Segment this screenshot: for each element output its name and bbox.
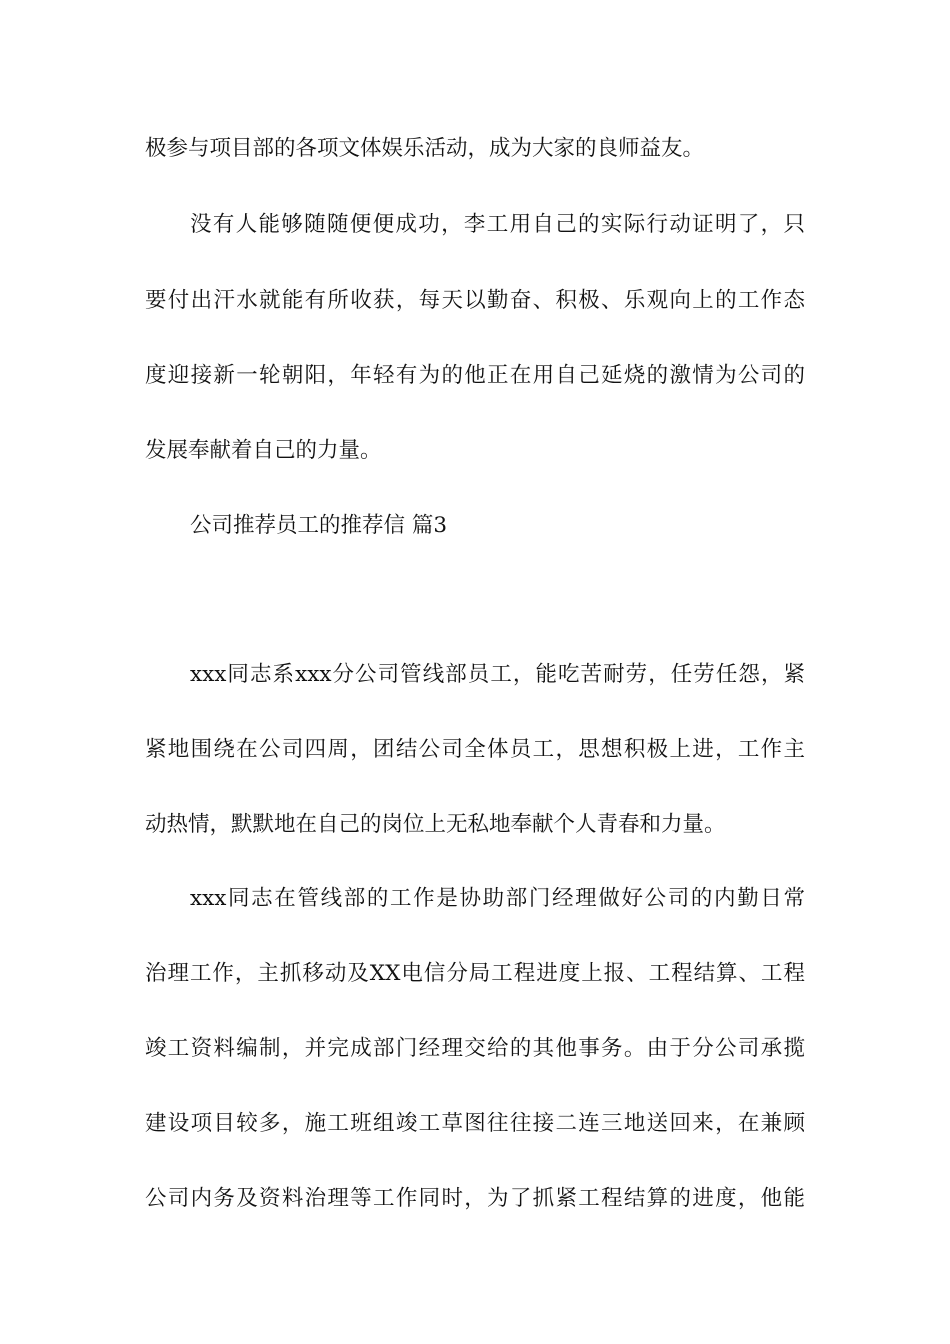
paragraph-4-line-1: xxx同志在管线部的工作是协助部门经理做好公司的内勤日常 <box>190 886 805 911</box>
section-heading: 公司推荐员工的推荐信 篇3 <box>190 513 448 538</box>
paragraph-4-line-2: 治理工作，主抓移动及XX电信分局工程进度上报、工程结算、工程 <box>145 961 805 986</box>
paragraph-2-line-1: 没有人能够随随便便成功，李工用自己的实际行动证明了，只 <box>190 212 805 237</box>
paragraph-4-line-3: 竣工资料编制，并完成部门经理交给的其他事务。由于分公司承揽 <box>145 1036 805 1061</box>
paragraph-2-line-3: 度迎接新一轮朝阳，年轻有为的他正在用自己延烧的激情为公司的 <box>145 363 805 388</box>
paragraph-2-line-2: 要付出汗水就能有所收获，每天以勤奋、积极、乐观向上的工作态 <box>145 288 805 313</box>
paragraph-3-line-2: 紧地围绕在公司四周，团结公司全体员工，思想积极上进，工作主 <box>145 737 805 762</box>
paragraph-3-line-1: xxx同志系xxx分公司管线部员工，能吃苦耐劳，任劳任怨，紧 <box>190 662 805 687</box>
paragraph-4-line-4: 建设项目较多，施工班组竣工草图往往接二连三地送回来，在兼顾 <box>145 1111 805 1136</box>
paragraph-4-line-5: 公司内务及资料治理等工作同时，为了抓紧工程结算的进度，他能 <box>145 1186 805 1211</box>
paragraph-3-line-3: 动热情，默默地在自己的岗位上无私地奉献个人青春和力量。 <box>145 812 726 837</box>
paragraph-1-line-1: 极参与项目部的各项文体娱乐活动，成为大家的良师益友。 <box>145 136 705 161</box>
paragraph-2-line-4: 发展奉献着自己的力量。 <box>145 438 382 463</box>
